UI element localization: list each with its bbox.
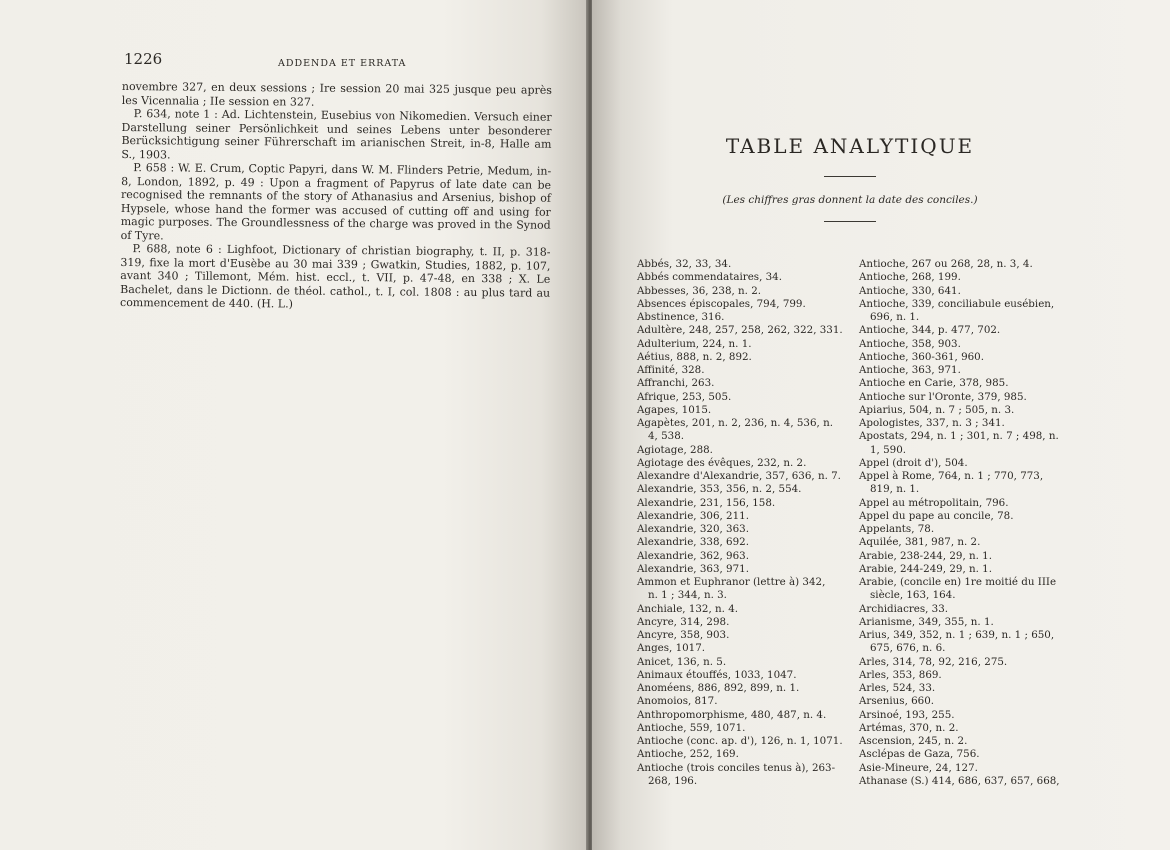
index-entry — [637, 338, 851, 351]
index-entry — [859, 523, 1069, 536]
index-entry — [637, 603, 851, 616]
index-entry-line: Agiotage, 288. — [637, 443, 713, 456]
index-entry-line: Absences épiscopales, 794, 799. — [637, 297, 806, 310]
index-entry-line: Antioche, 360-361, 960. — [859, 350, 984, 363]
index-entry-line: Archidiacres, 33. — [859, 602, 949, 615]
index-entry — [637, 616, 851, 629]
index-entry-line: Apostats, 294, n. 1 ; 301, n. 7 ; 498, n. — [859, 430, 1059, 443]
index-entry — [859, 629, 1069, 656]
index-entry-line: Arianisme, 349, 355, n. 1. — [859, 615, 994, 628]
index-entry-line: Anicet, 136, n. 5. — [637, 655, 727, 668]
index-entry-line: Asclépas de Gaza, 756. — [859, 748, 980, 761]
index-entry-line: Abbesses, 36, 238, n. 2. — [637, 284, 762, 297]
index-entry-line: Antioche, 339, conciliabule eusébien, — [859, 297, 1055, 310]
index-entry-line: Afrique, 253, 505. — [637, 390, 732, 403]
index-entry — [637, 298, 851, 311]
index-entry-line: Aquilée, 381, 987, n. 2. — [859, 536, 981, 549]
subtitle-rule — [824, 221, 876, 222]
index-entry — [637, 285, 851, 298]
index-entry-line: 4, 538. — [648, 430, 685, 443]
index-entry — [859, 298, 1069, 325]
index-entry-line: Appelants, 78. — [859, 523, 935, 535]
index-entry-line: Arles, 524, 33. — [859, 682, 936, 694]
index-entry-line: Arsinoé, 193, 255. — [859, 708, 955, 721]
index-entry — [859, 470, 1069, 497]
addenda-text — [120, 80, 552, 313]
index-entry — [637, 377, 851, 390]
index-entry — [637, 563, 851, 576]
index-entry-line: Athanase (S.) 414, 686, 637, 657, 668, — [859, 774, 1060, 787]
index-entry-line: Agiotage des évêques, 232, n. 2. — [637, 456, 807, 469]
index-entry — [859, 377, 1069, 390]
index-entry — [637, 629, 851, 642]
addenda-paragraph: novembre 327, en deux sessions ; Ire session 20 mai 325 jusque peu après les Vicennalia ; IIe session en 327. — [121, 80, 552, 109]
index-entry — [859, 775, 1069, 788]
index-entry-line: Arabie, 244-249, 29, n. 1. — [859, 562, 993, 575]
index-entry — [859, 324, 1069, 337]
index-entry — [637, 576, 851, 603]
index-entry — [637, 523, 851, 536]
index-entry — [859, 735, 1069, 748]
index-entry-line: Antioche, 344, p. 477, 702. — [859, 324, 1001, 337]
index-entry — [637, 457, 851, 470]
index-entry-line: Anges, 1017. — [637, 642, 706, 655]
index-entry — [859, 417, 1069, 430]
index-entry — [859, 616, 1069, 629]
index-entry-line: Alexandrie, 338, 692. — [637, 536, 749, 549]
index-entry-line: Asie-Mineure, 24, 127. — [859, 761, 978, 774]
index-entry-line: Apiarius, 504, n. 7 ; 505, n. 3. — [859, 403, 1015, 416]
index-entry-line: Alexandrie, 231, 156, 158. — [637, 496, 776, 509]
index-entry-line: Appel du pape au concile, 78. — [859, 509, 1014, 522]
index-entry-line: Anomoios, 817. — [637, 695, 718, 708]
index-entry — [859, 682, 1069, 695]
index-entry — [637, 656, 851, 669]
index-entry — [637, 364, 851, 377]
index-entry-line: Alexandrie, 363, 971. — [637, 562, 749, 575]
index-entry-line: Antioche, 363, 971. — [859, 364, 961, 376]
index-entry-line: siècle, 163, 164. — [870, 589, 956, 602]
index-entry — [859, 510, 1069, 523]
addenda-paragraph: P. 688, note 6 : Lighfoot, Dictionary of christian biography, t. II, p. 318-319, fixe la mort d'Eusèbe au 30 mai 339 ; Gwatkin, Studies, 1882, p. 107, avant 340 ; Tillemont, Mém. hist. eccl., t. VII, p. 47-48, en 338 ; X. Le Bachelet, dans le Dictionn. de théol. cathol., t. I, col. 1808 : au plus tard au commencement de 440. (H. L.) — [120, 242, 551, 311]
index-entry-line: Arles, 353, 869. — [859, 668, 942, 681]
index-entry-line: Ammon et Euphranor (lettre à) 342, — [637, 576, 826, 588]
index-entry-line: Apologistes, 337, n. 3 ; 341. — [859, 417, 1005, 429]
index-entry-line: 1, 590. — [870, 443, 907, 456]
index-entry — [637, 470, 851, 483]
index-entry-line: Antioche (conc. ap. d'), 126, n. 1, 1071. — [637, 735, 843, 747]
index-entry-line: Agapètes, 201, n. 2, 236, n. 4, 536, n. — [637, 417, 833, 429]
index-entry — [859, 576, 1069, 603]
index-entry — [859, 497, 1069, 510]
index-entry-line: Adultère, 248, 257, 258, 262, 322, 331. — [637, 324, 843, 337]
index-entry-line: Arsenius, 660. — [859, 695, 935, 708]
index-entry — [637, 510, 851, 523]
index-entry-line: Alexandrie, 353, 356, n. 2, 554. — [637, 483, 802, 496]
index-entry — [859, 722, 1069, 735]
index-entry-line: Appel (droit d'), 504. — [859, 456, 968, 469]
index-entry — [637, 311, 851, 324]
index-entry-line: Antioche en Carie, 378, 985. — [859, 377, 1009, 390]
index-entry-line: Arabie, 238-244, 29, n. 1. — [859, 549, 993, 562]
index-entry-line: Antioche, 559, 1071. — [637, 721, 746, 734]
index-entry-line: Arles, 314, 78, 92, 216, 275. — [859, 655, 1008, 668]
index-entry — [859, 351, 1069, 364]
index-entry-line: Aétius, 888, n. 2, 892. — [637, 350, 752, 363]
index-entry-line: Affranchi, 263. — [637, 377, 715, 390]
index-entry-line: Appel à Rome, 764, n. 1 ; 770, 773, — [859, 470, 1044, 482]
index-entry — [859, 563, 1069, 576]
title-rule — [824, 176, 876, 177]
index-entry-line: n. 1 ; 344, n. 3. — [648, 589, 727, 602]
index-entry-line: Abbés commendataires, 34. — [637, 271, 783, 284]
index-entry — [859, 258, 1069, 271]
index-entry-line: Alexandrie, 306, 211. — [637, 509, 749, 522]
index-entry-line: Abstinence, 316. — [637, 311, 725, 323]
index-entry — [637, 642, 851, 655]
index-entry — [859, 669, 1069, 682]
index-entry — [859, 709, 1069, 722]
index-entry — [637, 735, 851, 748]
index-entry — [859, 430, 1069, 457]
index-entry — [859, 285, 1069, 298]
index-entry — [637, 536, 851, 549]
index-entry — [637, 404, 851, 417]
index-entry — [637, 722, 851, 735]
index-entry — [637, 695, 851, 708]
index-entry — [637, 444, 851, 457]
index-entry-line: Ascension, 245, n. 2. — [859, 735, 968, 747]
index-entry — [637, 497, 851, 510]
index-entry — [859, 391, 1069, 404]
index-entry — [637, 391, 851, 404]
index-entry-line: 675, 676, n. 6. — [870, 642, 946, 655]
page-number: 1226 — [124, 50, 163, 68]
index-entry — [859, 748, 1069, 761]
index-entry-line: Antioche sur l'Oronte, 379, 985. — [859, 390, 1027, 403]
index-entry-line: Artémas, 370, n. 2. — [859, 721, 959, 734]
index-entry-line: Ancyre, 358, 903. — [637, 629, 730, 641]
index-entry-line: Anoméens, 886, 892, 899, n. 1. — [637, 682, 800, 694]
index-entry-line: Arabie, (concile en) 1re moitié du IIIe — [859, 576, 1057, 588]
index-entry-line: Affinité, 328. — [637, 364, 705, 376]
index-entry-line: Abbés, 32, 33, 34. — [637, 258, 732, 270]
index-entry — [859, 404, 1069, 417]
index-entry — [637, 417, 851, 444]
index-entry-line: Anthropomorphisme, 480, 487, n. 4. — [637, 708, 827, 721]
index-entry-line: Arius, 349, 352, n. 1 ; 639, n. 1 ; 650, — [859, 629, 1055, 641]
index-entry — [637, 550, 851, 563]
index-entry-line: Antioche, 358, 903. — [859, 337, 961, 350]
index-entry-line: 268, 196. — [648, 774, 698, 787]
index-entry-line: Alexandrie, 362, 963. — [637, 549, 749, 562]
index-entry-line: Antioche, 252, 169. — [637, 748, 739, 761]
index-entry — [637, 682, 851, 695]
index-entry-line: Agapes, 1015. — [637, 403, 712, 416]
index-entry-line: Antioche, 267 ou 268, 28, n. 3, 4. — [859, 258, 1033, 270]
index-entry — [859, 550, 1069, 563]
index-entry-line: Animaux étouffés, 1033, 1047. — [637, 668, 797, 681]
index-entry-line: Antioche (trois conciles tenus à), 263- — [637, 761, 836, 774]
running-head: ADDENDA ET ERRATA — [278, 58, 407, 69]
index-entry-line: Antioche, 268, 199. — [859, 271, 961, 284]
index-entry-line: Anchiale, 132, n. 4. — [637, 602, 739, 615]
index-entry — [859, 603, 1069, 616]
index-column-left — [637, 258, 851, 788]
index-entry-line: 696, n. 1. — [870, 311, 920, 323]
index-entry-line: Appel au métropolitain, 796. — [859, 496, 1009, 509]
index-entry — [637, 351, 851, 364]
addenda-paragraph: P. 658 : W. E. Crum, Coptic Papyri, dans W. M. Flinders Petrie, Medum, in-8, London, 1892, p. 49 : Upon a fragment of Papyrus of late date can be recognised the remnants of the story of Athanasius and Arsenius, bishop of Hypsele, whose hand the former was accused of cutting off and using for magic purposes. The Groundlessness of the charge was proved in the Synod of Tyre. — [120, 161, 552, 242]
index-entry-line: Alexandrie, 320, 363. — [637, 523, 749, 535]
addenda-paragraph: P. 634, note 1 : Ad. Lichtenstein, Eusebius von Nikomedien. Versuch einer Darstellung seiner Persönlichkeit und seines Lebens unter besonderer Berücksichtigung seiner Führerschaft im arianischen Streit, in-8, Halle am S., 1903. — [121, 107, 552, 161]
index-entry — [859, 338, 1069, 351]
index-entry — [859, 364, 1069, 377]
index-entry — [637, 271, 851, 284]
index-entry — [859, 271, 1069, 284]
index-entry-line: Antioche, 330, 641. — [859, 284, 961, 297]
index-entry — [859, 762, 1069, 775]
index-entry — [859, 656, 1069, 669]
index-entry — [637, 324, 851, 337]
index-entry — [859, 536, 1069, 549]
index-entry — [637, 709, 851, 722]
index-entry — [637, 669, 851, 682]
subtitle: (Les chiffres gras donnent la date des conciles.) — [722, 194, 978, 206]
index-entry — [859, 695, 1069, 708]
index-entry — [637, 748, 851, 761]
page-title: TABLE ANALYTIQUE — [725, 134, 975, 158]
index-entry-line: Adulterium, 224, n. 1. — [637, 337, 752, 350]
index-entry — [859, 457, 1069, 470]
index-entry — [637, 258, 851, 271]
index-entry-line: Alexandre d'Alexandrie, 357, 636, n. 7. — [637, 470, 841, 482]
index-entry — [637, 762, 851, 789]
index-entry-line: 819, n. 1. — [870, 483, 920, 496]
index-column-right — [859, 258, 1069, 788]
index-entry — [637, 483, 851, 496]
index-entry-line: Ancyre, 314, 298. — [637, 615, 730, 628]
